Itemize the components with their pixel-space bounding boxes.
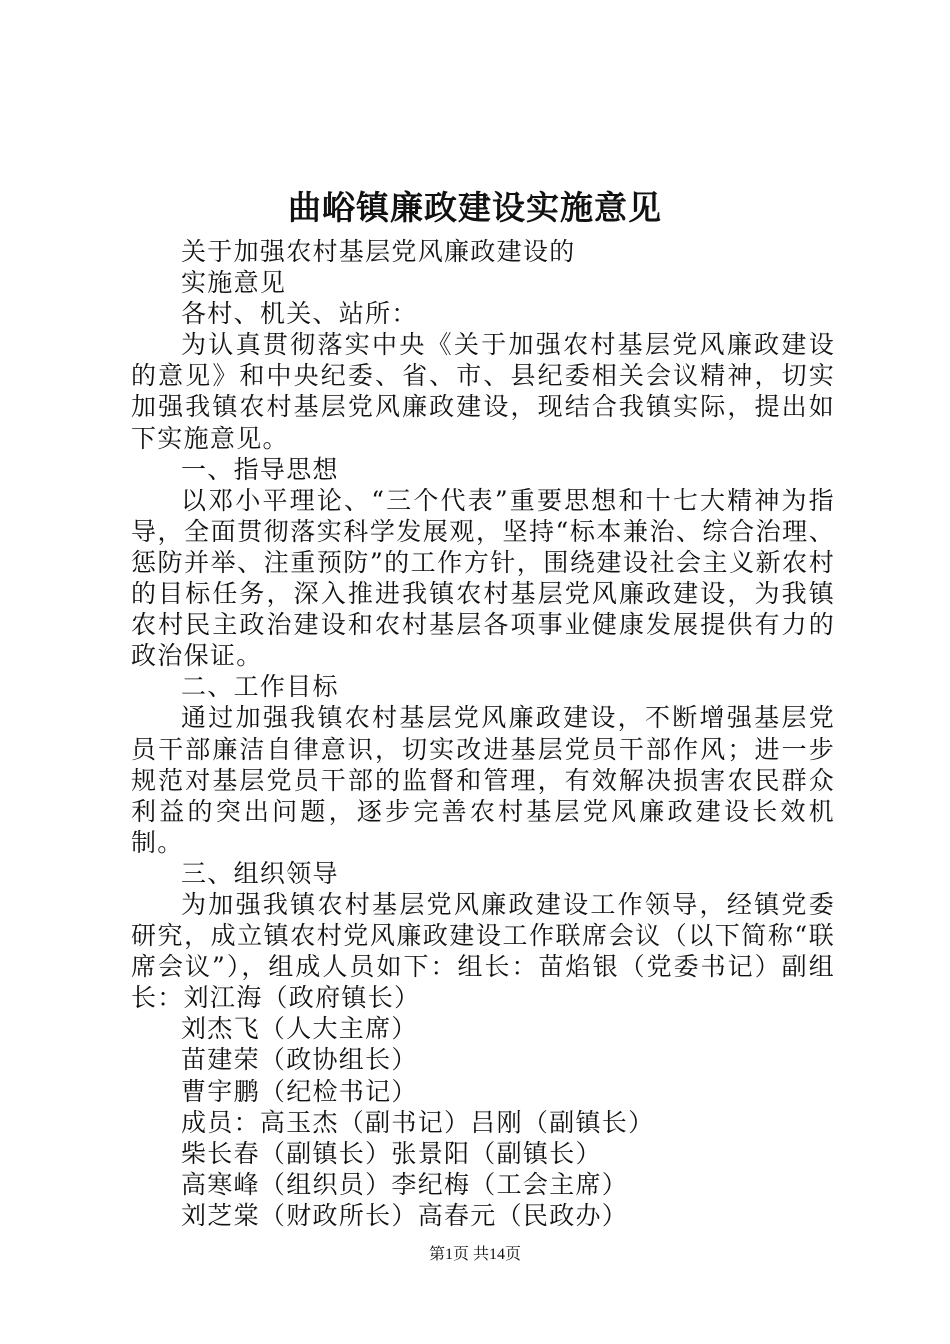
work-goals-paragraph: 通过加强我镇农村基层党风廉政建设，不断增强基层党员干部廉洁自律意识，切实改进基层党员干部作风；进一步规范对基层党员干部的监督和管理，有效解决损害农民群众利益的突出问题，逐步完善农村基层党风廉政建设长效机制。 <box>131 703 835 857</box>
document-body <box>131 236 835 1231</box>
guiding-thought-paragraph: 以邓小平理论、“三个代表”重要思想和十七大精神为指导，全面贯彻落实科学发展观，坚持“标本兼治、综合治理、惩防并举、注重预防”的工作方针，围绕建设社会主义新农村的目标任务，深入推进我镇农村基层党风廉政建设，为我镇农村民主政治建设和农村基层各项事业健康发展提供有力的政治保证。 <box>131 485 835 671</box>
page-footer <box>0 1243 950 1267</box>
member-line: 成员：高玉杰（副书记）吕刚（副镇长） <box>181 1107 655 1137</box>
subtitle-line-1: 关于加强农村基层党风廉政建设的 <box>181 237 576 266</box>
intro-paragraph: 为认真贯彻落实中央《关于加强农村基层党风廉政建设的意见》和中央纪委、省、市、县纪委相关会议精神，切实加强我镇农村基层党风廉政建设，现结合我镇实际，提出如下实施意见。 <box>131 330 835 453</box>
member-line: 柴长春（副镇长）张景阳（副镇长） <box>181 1138 602 1168</box>
subtitle-line-2: 实施意见 <box>181 268 287 298</box>
document-title: 曲峪镇廉政建设实施意见 <box>288 188 662 227</box>
section-heading-organization: 三、组织领导 <box>181 858 339 888</box>
section-heading-work-goals: 二、工作目标 <box>181 672 339 702</box>
page-indicator: 第1页 共14页 <box>428 1246 521 1263</box>
salutation: 各村、机关、站所： <box>181 299 418 329</box>
member-line: 高寒峰（组织员）李纪梅（工会主席） <box>181 1169 629 1199</box>
organization-paragraph: 为加强我镇农村基层党风廉政建设工作领导，经镇党委研究，成立镇农村党风廉政建设工作联席会议（以下简称“联席会议”），组成人员如下：组长：苗焰银（党委书记）副组长：刘江海（政府镇长） <box>131 889 835 1013</box>
member-line: 刘杰飞（人大主席） <box>181 1014 418 1044</box>
member-line: 苗建荣（政协组长） <box>181 1045 418 1075</box>
member-line: 刘芝棠（财政所长）高春元（民政办） <box>181 1200 629 1230</box>
member-line: 曹宇鹏（纪检书记） <box>181 1076 418 1106</box>
section-heading-guiding-thought: 一、指导思想 <box>181 454 339 484</box>
